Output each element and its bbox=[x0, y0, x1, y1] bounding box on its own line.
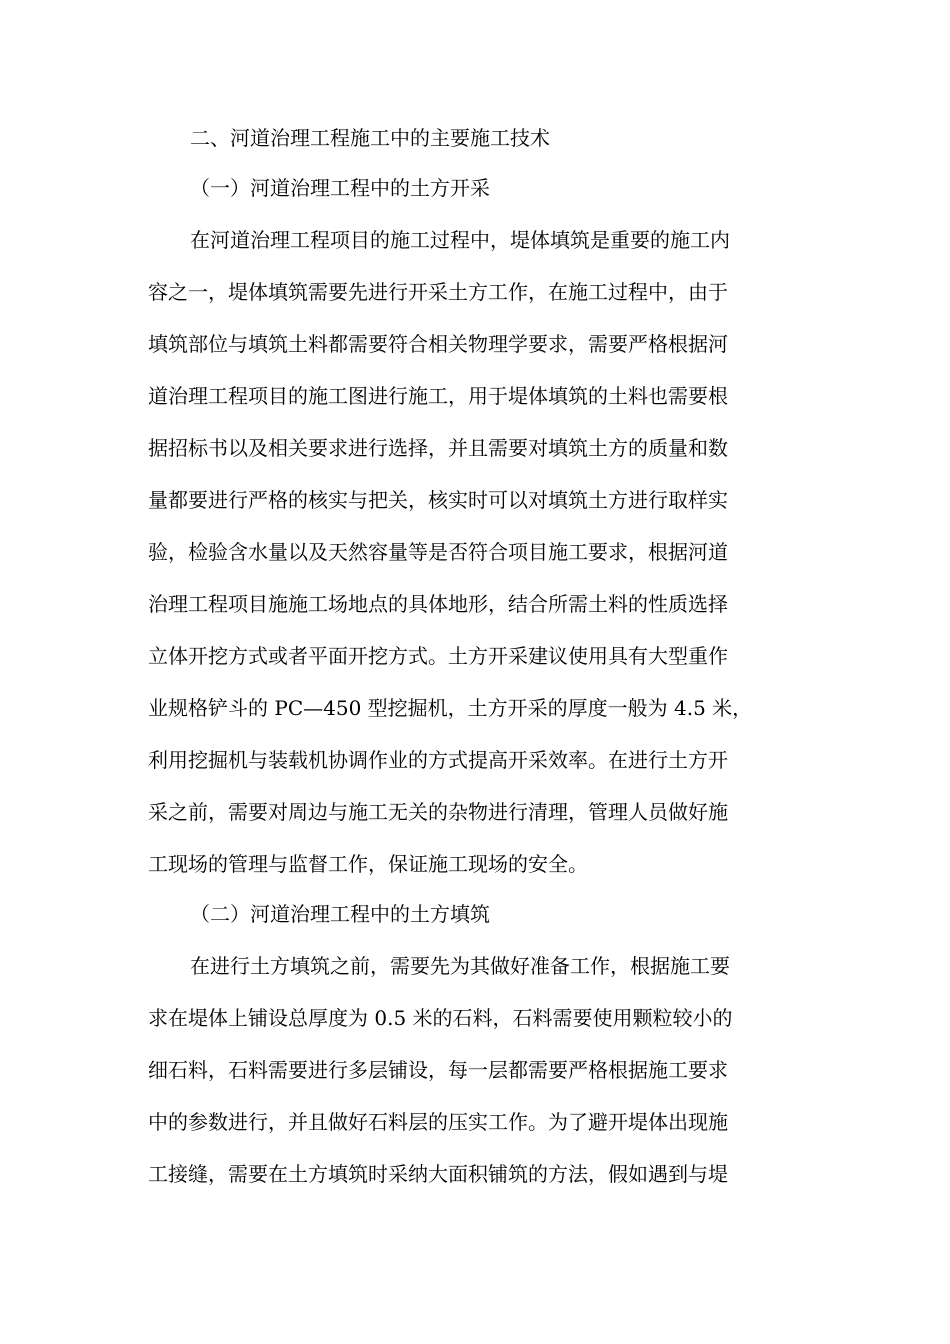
paragraph-line: 中的参数进行，并且做好石料层的压实工作。为了避开堤体出现施 bbox=[148, 1110, 728, 1134]
paragraph-line: 利用挖掘机与装载机协调作业的方式提高开采效率。在进行土方开 bbox=[148, 748, 728, 772]
paragraph-line: 填筑部位与填筑土料都需要符合相关物理学要求，需要严格根据河 bbox=[148, 332, 728, 356]
subsection-heading: （一）河道治理工程中的土方开采 bbox=[190, 176, 490, 200]
paragraph-line: 在进行土方填筑之前，需要先为其做好准备工作，根据施工要 bbox=[190, 954, 730, 978]
paragraph-line: 求在堤体上铺设总厚度为 0.5 米的石料，石料需要使用颗粒较小的 bbox=[148, 1006, 733, 1030]
paragraph-line: 在河道治理工程项目的施工过程中，堤体填筑是重要的施工内 bbox=[190, 228, 730, 252]
subsection-heading: （二）河道治理工程中的土方填筑 bbox=[190, 902, 490, 926]
paragraph-line: 工现场的管理与监督工作，保证施工现场的安全。 bbox=[148, 852, 588, 876]
paragraph-line: 采之前，需要对周边与施工无关的杂物进行清理，管理人员做好施 bbox=[148, 800, 728, 824]
paragraph-line: 容之一，堤体填筑需要先进行开采土方工作，在施工过程中，由于 bbox=[148, 280, 728, 304]
paragraph-line: 工接缝，需要在土方填筑时采纳大面积铺筑的方法，假如遇到与堤 bbox=[148, 1162, 728, 1186]
paragraph-line: 量都要进行严格的核实与把关，核实时可以对填筑土方进行取样实 bbox=[148, 488, 728, 512]
paragraph-line: 细石料，石料需要进行多层铺设，每一层都需要严格根据施工要求 bbox=[148, 1058, 728, 1082]
paragraph-line: 据招标书以及相关要求进行选择，并且需要对填筑土方的质量和数 bbox=[148, 436, 728, 460]
paragraph-line: 验，检验含水量以及天然容量等是否符合项目施工要求，根据河道 bbox=[148, 540, 728, 564]
paragraph-line: 治理工程项目施施工场地点的具体地形，结合所需土料的性质选择 bbox=[148, 592, 728, 616]
section-heading: 二、河道治理工程施工中的主要施工技术 bbox=[190, 126, 550, 150]
paragraph-line: 道治理工程项目的施工图进行施工，用于堤体填筑的土料也需要根 bbox=[148, 384, 728, 408]
paragraph-line: 立体开挖方式或者平面开挖方式。土方开采建议使用具有大型重作 bbox=[148, 644, 728, 668]
paragraph-line: 业规格铲斗的 PC—450 型挖掘机，土方开采的厚度一般为 4.5 米， bbox=[148, 696, 753, 720]
